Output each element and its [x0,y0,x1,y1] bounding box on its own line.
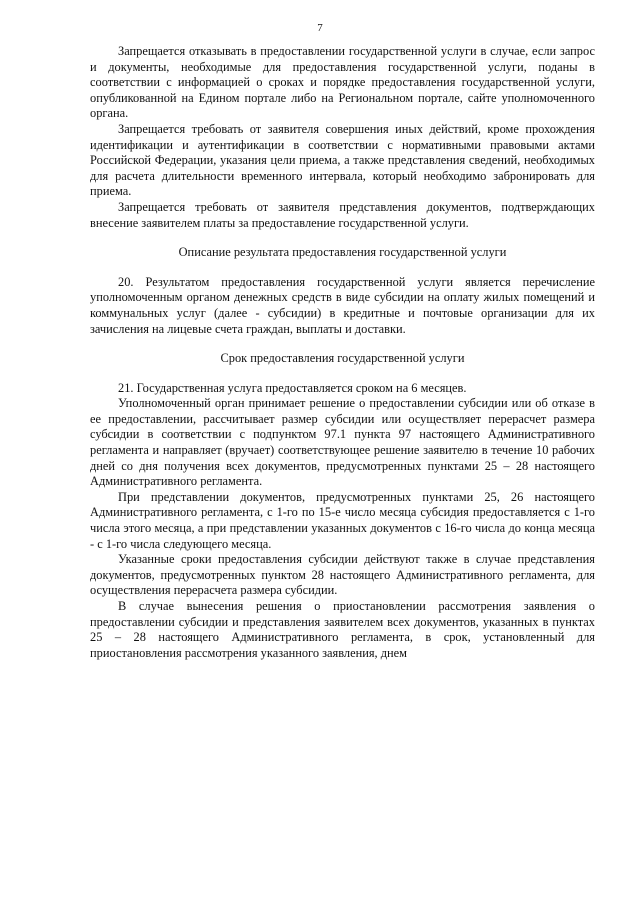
page-number: 7 [317,22,323,34]
document-body [90,44,595,661]
paragraph: Запрещается требовать от заявителя представления документов, подтверждающих внесение заявителем платы за предоставление государственной услуги. [90,199,595,230]
paragraph: 21. Государственная услуга предоставляется сроком на 6 месяцев. [118,380,467,395]
paragraph: Запрещается требовать от заявителя совершения иных действий, кроме прохождения идентификации и аутентификации в соответствии с нормативными правовыми актами Российской Федерации, указания цели приема, а также представления сведений, необходимых для расчета длительности временного интервала, который необходимо забронировать для приема. [90,121,595,199]
paragraph: При представлении документов, предусмотренных пунктами 25, 26 настоящего Административного регламента, с 1-го по 15-е число месяца субсидия предоставляется с 1-го числа этого месяца, а при представлении указанных документов с 16-го числа до конца месяца - с 1-го числа следующего месяца. [90,489,595,551]
section-heading-result: Описание результата предоставления государственной услуги [178,245,507,260]
paragraph: Указанные сроки предоставления субсидии действуют также в случае представления документов, предусмотренных пунктом 28 настоящего Административного регламента, для осуществления перерасчета размера субсидии. [90,552,595,598]
paragraph: 20. Результатом предоставления государственной услуги является перечисление уполномоченным органом денежных средств в виде субсидии на оплату жилых помещений и коммунальных услуг (далее - субсидии) в кредитные и почтовые организации для их зачисления на лицевые счета граждан, выплаты и доставки. [90,274,595,336]
paragraph: В случае вынесения решения о приостановлении рассмотрения заявления о предоставлении субсидии и представления заявителем всех документов, указанных в пунктах 25 – 28 настоящего Административного регламента, в срок, установленный для приостановления рассмотрения указанного заявления, днем [90,599,595,660]
paragraph: Уполномоченный орган принимает решение о предоставлении субсидии или об отказе в ее предоставлении, рассчитывает размер субсидии или осуществляет перерасчет размера субсидии в соответствии с подпунктом 97.1 пункта 97 настоящего Административного регламента и направляет (вручает) соответствующее решение заявителю в течение 10 рабочих дней со дня получения всех документов, предусмотренных пунктами 25 – 28 настоящего Административного регламента. [90,396,595,489]
paragraph: Запрещается отказывать в предоставлении государственной услуги в случае, если запрос и документы, необходимые для предоставления государственной услуги, поданы в соответствии с информацией о сроках и порядке предоставления государственной услуги, опубликованной на Едином портале либо на Региональном портале, сайте уполномоченного органа. [90,44,595,121]
section-heading-term: Срок предоставления государственной услуги [220,351,465,366]
